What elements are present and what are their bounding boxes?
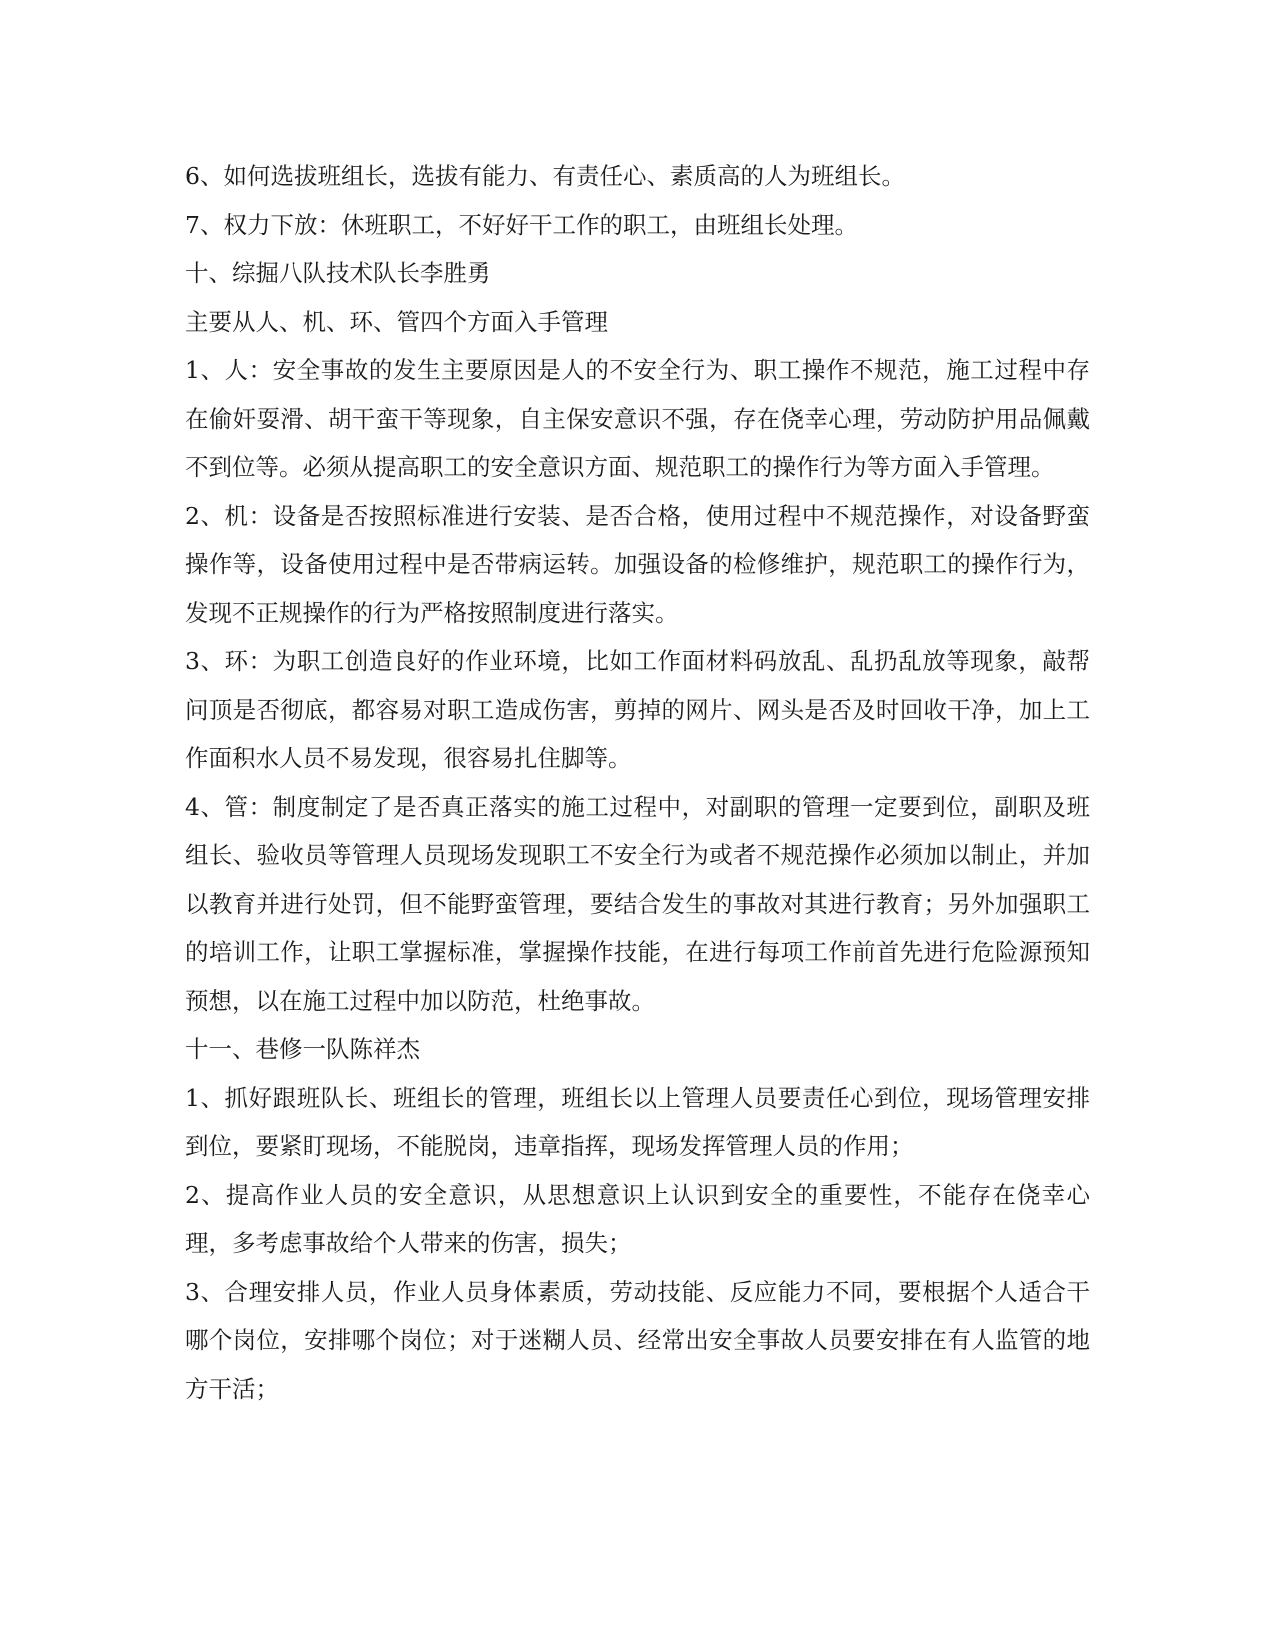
paragraph-environment: 3、环：为职工创造良好的作业环境，比如工作面材料码放乱、乱扔乱放等现象，敲帮问顶是否彻底，都容易对职工造成伤害，剪掉的网片、网头是否及时回收干净，加上工作面积水人员不易发现，很容易扎住脚等。 (185, 647, 1090, 772)
paragraph-person: 1、人：安全事故的发生主要原因是人的不安全行为、职工操作不规范，施工过程中存在偷奸耍滑、胡干蛮干等现象，自主保安意识不强，存在侥幸心理，劳动防护用品佩戴不到位等。必须从提高职工的安全意识方面、规范职工的操作行为等方面入手管理。 (185, 356, 1090, 481)
paragraph-item-6: 6、如何选拔班组长，选拔有能力、有责任心、素质高的人为班组长。 (185, 162, 905, 190)
document-page (185, 152, 1090, 1413)
paragraph-item-7: 7、权力下放：休班职工，不好好干工作的职工，由班组长处理。 (185, 210, 858, 239)
paragraph-management: 4、管：制度制定了是否真正落实的施工过程中，对副职的管理一定要到位，副职及班组长、验收员等管理人员现场发现职工不安全行为或者不规范操作必须加以制止，并加以教育并进行处罚，但不能野蛮管理，要结合发生的事故对其进行教育；另外加强职工的培训工作，让职工掌握标准，掌握操作技能，在进行每项工作前首先进行危险源预知预想，以在施工过程中加以防范，杜绝事故。 (185, 792, 1090, 1015)
paragraph-machine: 2、机：设备是否按照标准进行安装、是否合格，使用过程中不规范操作，对设备野蛮操作等，设备使用过程中是否带病运转。加强设备的检修维护，规范职工的操作行为，发现不正规操作的行为严格按照制度进行落实。 (185, 501, 1090, 627)
section-heading-10: 十、综掘八队技术队长李胜勇 (185, 259, 491, 287)
paragraph-item-3: 3、合理安排人员，作业人员身体素质，劳动技能、反应能力不同，要根据个人适合干哪个岗位，安排哪个岗位；对于迷糊人员、经常出安全事故人员要安排在有人监管的地方干活； (185, 1277, 1090, 1403)
paragraph-item-2: 2、提高作业人员的安全意识，从思想意识上认识到安全的重要性，不能存在侥幸心理，多考虑事故给个人带来的伤害，损失； (185, 1180, 1090, 1257)
section-intro: 主要从人、机、环、管四个方面入手管理 (185, 307, 608, 336)
section-heading-11: 十一、巷修一队陈祥杰 (185, 1035, 420, 1063)
paragraph-item-1: 1、抓好跟班队长、班组长的管理，班组长以上管理人员要责任心到位，现场管理安排到位，要紧盯现场，不能脱岗，违章指挥，现场发挥管理人员的作用； (185, 1083, 1090, 1160)
